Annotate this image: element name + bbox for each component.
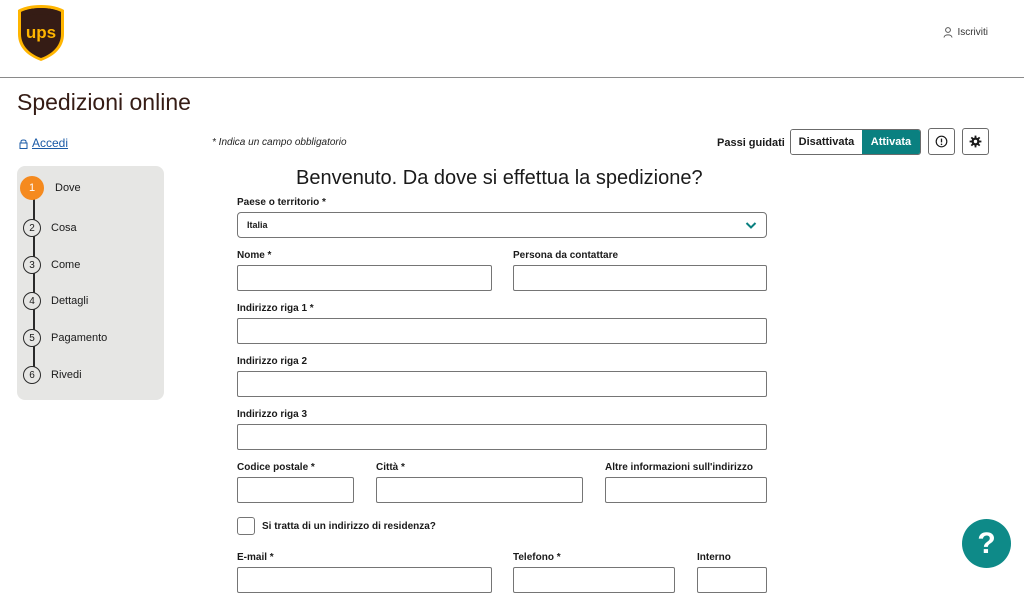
info-circle-icon (935, 135, 948, 148)
help-button[interactable] (928, 128, 955, 155)
residential-label: Si tratta di un indirizzo di residenza? (262, 521, 436, 532)
step-number: 2 (23, 219, 41, 237)
step-rivedi[interactable] (23, 364, 82, 386)
phone-input[interactable] (513, 567, 675, 593)
more-info-label: Altre informazioni sull'indirizzo (605, 462, 753, 473)
email-input[interactable] (237, 567, 492, 593)
signup-label: Iscriviti (957, 27, 988, 38)
guided-steps-toggle (790, 129, 921, 155)
ups-logo[interactable] (16, 4, 66, 62)
page-title: Spedizioni online (17, 89, 191, 115)
step-number: 4 (23, 292, 41, 310)
step-dove[interactable] (23, 177, 81, 199)
question-mark-icon: ? (977, 526, 996, 560)
step-label: Dettagli (51, 295, 89, 307)
form-title: Benvenuto. Da dove si effettua la spedizione? (296, 167, 703, 189)
svg-text:ups: ups (25, 23, 57, 42)
progress-stepper (17, 166, 164, 400)
city-label: Città * (376, 462, 405, 473)
gear-icon (969, 135, 982, 148)
signup-link[interactable] (943, 27, 988, 38)
address3-input[interactable] (237, 424, 767, 450)
top-header (0, 0, 1024, 78)
step-label: Pagamento (51, 332, 108, 344)
address1-input[interactable] (237, 318, 767, 344)
name-input[interactable] (237, 265, 492, 291)
step-pagamento[interactable] (23, 327, 107, 349)
extension-label: Interno (697, 552, 731, 563)
address1-label: Indirizzo riga 1 * (237, 303, 314, 314)
postal-label: Codice postale * (237, 462, 315, 473)
name-label: Nome * (237, 250, 272, 261)
guided-steps-label: Passi guidati (717, 137, 785, 149)
step-label: Come (51, 259, 81, 271)
contact-input[interactable] (513, 265, 767, 291)
country-label: Paese o territorio * (237, 197, 326, 208)
guided-on-option[interactable]: Attivata (862, 130, 920, 154)
contact-label: Persona da contattare (513, 250, 619, 261)
step-number: 3 (23, 256, 41, 274)
step-number: 5 (23, 329, 41, 347)
extension-input[interactable] (697, 567, 767, 593)
step-number: 1 (20, 176, 44, 200)
residential-checkbox[interactable] (237, 517, 255, 535)
step-cosa[interactable] (23, 217, 77, 239)
lock-icon (19, 138, 28, 149)
city-input[interactable] (376, 477, 583, 503)
step-label: Rivedi (51, 369, 82, 381)
step-label: Dove (55, 182, 81, 194)
step-number: 6 (23, 366, 41, 384)
required-note: * Indica un campo obbligatorio (212, 137, 347, 148)
country-select[interactable] (237, 212, 767, 238)
more-info-input[interactable] (605, 477, 767, 503)
step-label: Cosa (51, 222, 77, 234)
address3-label: Indirizzo riga 3 (237, 409, 308, 420)
address2-label: Indirizzo riga 2 (237, 356, 308, 367)
address2-input[interactable] (237, 371, 767, 397)
step-dettagli[interactable] (23, 290, 88, 312)
country-value: Italia (247, 220, 268, 230)
chevron-down-icon (745, 221, 757, 230)
email-label: E-mail * (237, 552, 274, 563)
login-label: Accedi (32, 136, 69, 150)
help-chat-button[interactable] (962, 519, 1011, 568)
login-link[interactable] (19, 136, 68, 150)
user-icon (943, 27, 953, 38)
step-come[interactable] (23, 254, 80, 276)
guided-off-option[interactable]: Disattivata (791, 130, 862, 154)
phone-label: Telefono * (513, 552, 561, 563)
settings-button[interactable] (962, 128, 989, 155)
postal-input[interactable] (237, 477, 354, 503)
